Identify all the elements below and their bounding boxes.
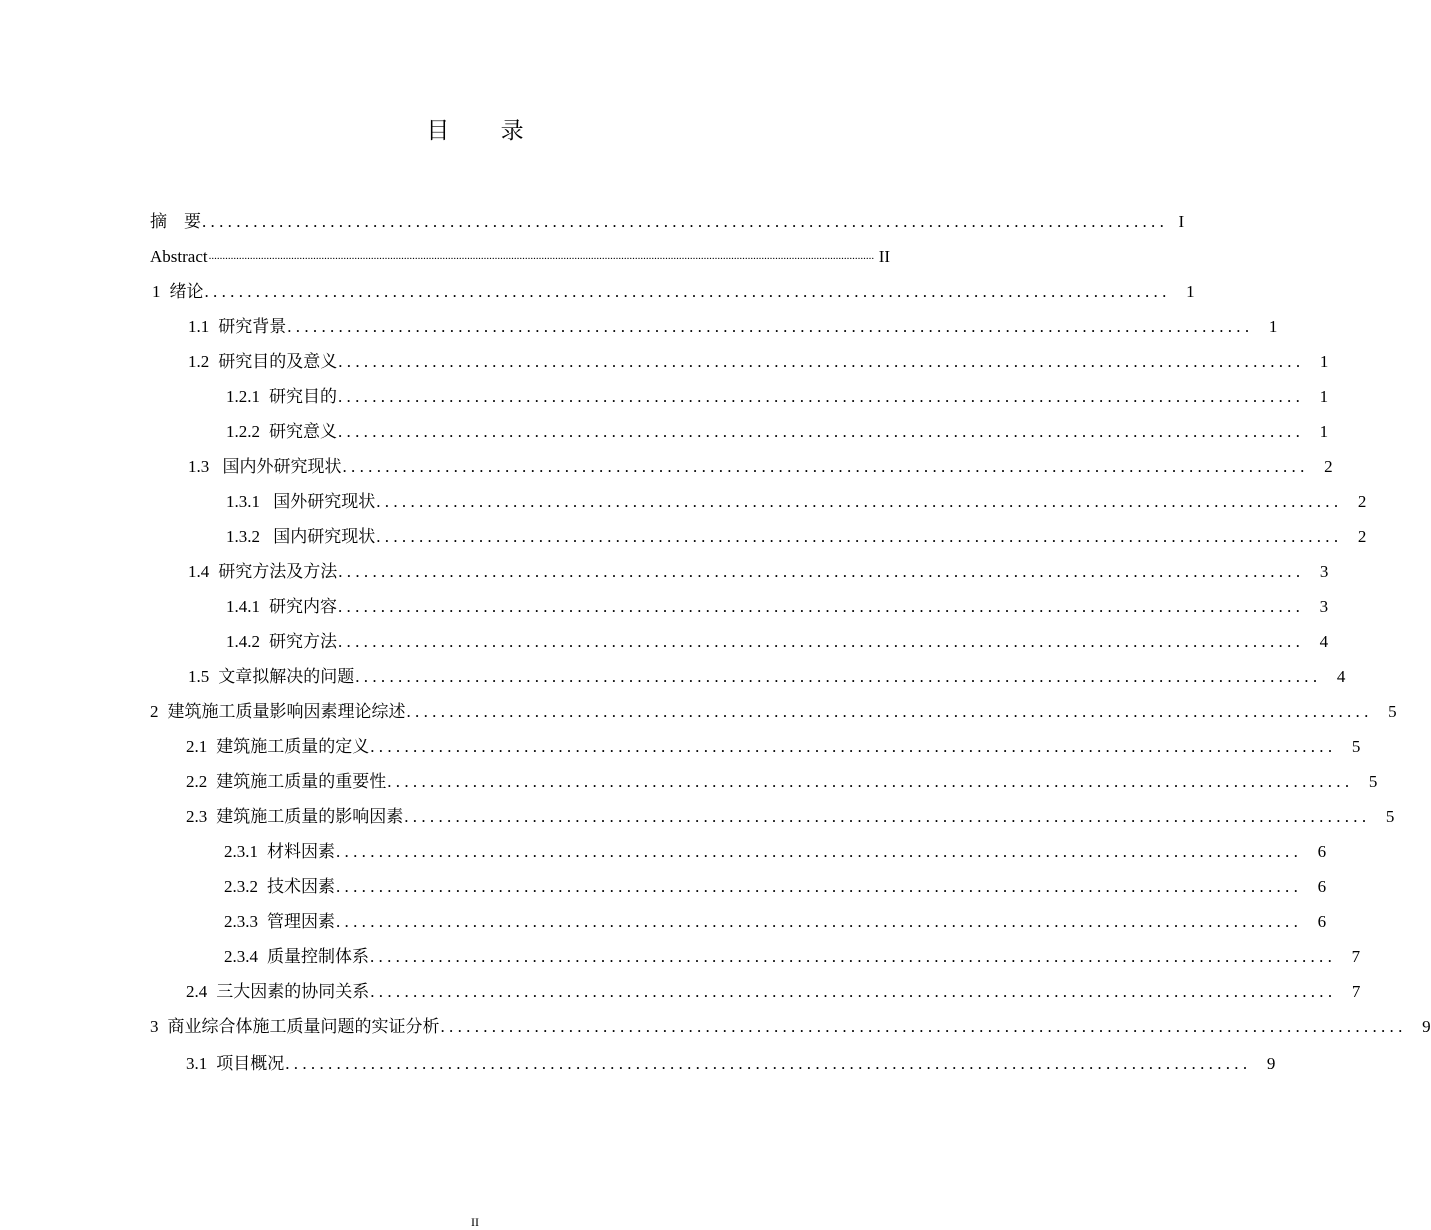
toc-entry-text: 国内外研究现状: [218, 457, 342, 476]
toc-entry-page: 6: [1317, 912, 1327, 931]
toc-entry-page: 1: [1319, 387, 1329, 406]
toc-entry-number: 1.4.2: [226, 632, 260, 651]
toc-entry-page: I: [1178, 212, 1185, 231]
toc-entry-number: 1.2.2: [226, 422, 260, 441]
toc-entry-number: 1.3: [188, 457, 210, 476]
toc-entry-number: 1.2.1: [226, 387, 260, 406]
toc-entry-page: 9: [1422, 1017, 1431, 1036]
toc-leader-dots: .................................................................................................................: [370, 947, 1337, 966]
toc-entry-number: 2.3.2: [224, 877, 258, 896]
toc-entry-page: 5: [1388, 702, 1397, 721]
toc-entry-number: 2.3: [186, 807, 208, 826]
toc-entry-title: [188, 351, 337, 373]
toc-entry-title: [186, 981, 369, 1003]
toc-entry-text: 研究目的: [269, 387, 337, 406]
table-of-contents: [150, 198, 1431, 1075]
toc-entry-page: 7: [1351, 982, 1361, 1001]
toc-leader-dots: .................................................................................................................: [202, 212, 1169, 231]
toc-entry-page: 1: [1268, 317, 1278, 336]
toc-entry-2-3-2[interactable]: [150, 863, 1327, 898]
toc-entry-abstract-en[interactable]: [150, 233, 891, 268]
toc-entry-text: 研究方法及方法: [218, 562, 338, 581]
toc-entry-page: 6: [1317, 877, 1327, 896]
toc-entry-text: 材料因素: [267, 842, 335, 861]
toc-entry-title: [224, 946, 369, 968]
toc-entry-page: 6: [1317, 842, 1327, 861]
toc-entry-page: 1: [1319, 352, 1329, 371]
toc-entry-title: [188, 316, 286, 338]
toc-entry-text: 质量控制体系: [267, 947, 369, 966]
toc-entry-1-3-1[interactable]: [150, 478, 1367, 513]
toc-entry-page: 3: [1319, 562, 1329, 581]
toc-entry-title: [224, 876, 335, 898]
toc-entry-page: 4: [1319, 632, 1329, 651]
toc-leader-dots: .................................................................................................................: [285, 1054, 1252, 1073]
toc-leader-dots: .................................................................................................................: [370, 737, 1337, 756]
toc-entry-page: 5: [1385, 807, 1395, 826]
toc-entry-1-2[interactable]: [150, 338, 1329, 373]
toc-entry-text: 建筑施工质量影响因素理论综述: [167, 702, 406, 721]
toc-leader-dots: .................................................................................................................: [338, 352, 1305, 371]
toc-entry-2-4[interactable]: [150, 968, 1361, 1003]
toc-entry-2-3-1[interactable]: [150, 828, 1327, 863]
toc-entry-title: [226, 491, 375, 513]
toc-entry-page: 2: [1357, 527, 1367, 546]
toc-entry-text: 三大因素的协同关系: [216, 982, 370, 1001]
toc-leader-dots: ..................................................................................................................................................................................................................................................: [208, 250, 875, 262]
toc-entry-title: [226, 631, 337, 653]
toc-entry-title: [150, 281, 204, 303]
toc-entry-title: 摘 要: [150, 212, 201, 231]
toc-leader-dots: .................................................................................................................: [338, 387, 1305, 406]
toc-entry-ch3[interactable]: [150, 1003, 1431, 1038]
toc-entry-text: 商业综合体施工质量问题的实证分析: [167, 1017, 440, 1036]
toc-leader-dots: .................................................................................................................: [355, 667, 1322, 686]
toc-entry-page: 9: [1266, 1054, 1276, 1073]
toc-entry-text: 研究目的及意义: [218, 352, 338, 371]
toc-entry-title: [224, 911, 335, 933]
toc-leader-dots: .................................................................................................................: [440, 1017, 1407, 1036]
toc-entry-page: 5: [1351, 737, 1361, 756]
toc-entry-page: II: [878, 247, 891, 266]
toc-leader-dots: .................................................................................................................: [342, 457, 1309, 476]
page-number-footer: II: [471, 1215, 479, 1229]
toc-entry-ch1[interactable]: [150, 268, 1195, 303]
toc-entry-text: 绪论: [169, 282, 204, 301]
toc-entry-title: [224, 841, 335, 863]
toc-entry-title: [186, 806, 403, 828]
toc-entry-page: 2: [1324, 457, 1333, 476]
toc-entry-number: 1.4.1: [226, 597, 260, 616]
toc-entry-3-1[interactable]: [150, 1038, 1276, 1075]
toc-leader-dots: .................................................................................................................: [336, 877, 1303, 896]
toc-entry-number: 2: [150, 702, 159, 721]
toc-leader-dots: .................................................................................................................: [287, 317, 1254, 336]
toc-entry-title: [188, 561, 337, 583]
toc-entry-text: 建筑施工质量的影响因素: [216, 807, 404, 826]
toc-entry-title: [150, 1016, 440, 1038]
toc-entry-1-3[interactable]: [150, 443, 1333, 478]
toc-entry-2-3-3[interactable]: [150, 898, 1327, 933]
toc-leader-dots: .................................................................................................................: [370, 982, 1337, 1001]
toc-leader-dots: .................................................................................................................: [336, 912, 1303, 931]
toc-entry-text: 研究方法: [269, 632, 337, 651]
toc-entry-text: 建筑施工质量的重要性: [216, 772, 387, 791]
toc-entry-1-1[interactable]: [150, 303, 1278, 338]
toc-entry-1-2-2[interactable]: [150, 408, 1329, 443]
toc-leader-dots: .................................................................................................................: [338, 562, 1305, 581]
toc-entry-text: 国内研究现状: [269, 527, 376, 546]
toc-entry-abstract-cn[interactable]: [150, 198, 1185, 233]
toc-entry-text: 文章拟解决的问题: [218, 667, 355, 686]
toc-entry-1-2-1[interactable]: [150, 373, 1329, 408]
toc-leader-dots: .................................................................................................................: [336, 842, 1303, 861]
toc-leader-dots: .................................................................................................................: [376, 492, 1343, 511]
toc-leader-dots: .................................................................................................................: [376, 527, 1343, 546]
toc-entry-number: 1.3.1: [226, 492, 260, 511]
toc-entry-page: 7: [1351, 947, 1361, 966]
toc-entry-number: 2.2: [186, 772, 208, 791]
toc-entry-text: 建筑施工质量的定义: [216, 737, 370, 756]
toc-entry-2-3[interactable]: [150, 793, 1395, 828]
toc-entry-text: 项目概况: [216, 1054, 285, 1073]
toc-entry-1-3-2[interactable]: [150, 513, 1367, 548]
toc-entry-text: 研究内容: [269, 597, 337, 616]
toc-entry-title: [186, 1053, 284, 1075]
toc-entry-title: Abstract: [150, 247, 208, 266]
toc-entry-title: [226, 596, 337, 618]
toc-entry-number: 1.1: [188, 317, 210, 336]
toc-entry-text: 管理因素: [267, 912, 335, 931]
toc-entry-number: 3.1: [186, 1054, 208, 1073]
toc-leader-dots: .................................................................................................................: [338, 632, 1305, 651]
toc-entry-ch2[interactable]: [150, 688, 1397, 723]
toc-entry-text: 研究背景: [218, 317, 287, 336]
toc-entry-number: 2.1: [186, 737, 208, 756]
toc-entry-text: 技术因素: [267, 877, 335, 896]
toc-entry-2-1[interactable]: [150, 723, 1361, 758]
toc-entry-page: 5: [1368, 772, 1378, 791]
toc-entry-title: [226, 386, 337, 408]
toc-entry-number: 3: [150, 1017, 159, 1036]
toc-entry-title: [226, 421, 337, 443]
toc-entry-1-4-1[interactable]: [150, 583, 1329, 618]
toc-entry-number: 1.5: [188, 667, 210, 686]
toc-entry-title: [226, 526, 375, 548]
toc-entry-2-2[interactable]: [150, 758, 1378, 793]
toc-entry-text: 国外研究现状: [269, 492, 376, 511]
toc-leader-dots: .................................................................................................................: [204, 282, 1171, 301]
toc-leader-dots: .................................................................................................................: [404, 807, 1371, 826]
toc-entry-1-4[interactable]: [150, 548, 1329, 583]
toc-entry-title: [150, 701, 406, 723]
toc-entry-page: 2: [1357, 492, 1367, 511]
toc-entry-1-5[interactable]: [150, 653, 1346, 688]
toc-entry-number: 1.4: [188, 562, 210, 581]
toc-entry-number: 2.4: [186, 982, 208, 1001]
toc-entry-2-3-4[interactable]: [150, 933, 1361, 968]
toc-entry-title: [186, 771, 386, 793]
toc-leader-dots: .................................................................................................................: [406, 702, 1373, 721]
toc-entry-title: [186, 736, 369, 758]
toc-entry-1-4-2[interactable]: [150, 618, 1329, 653]
page-title: 目 录: [426, 118, 546, 144]
toc-entry-page: 4: [1336, 667, 1346, 686]
toc-entry-number: 1.2: [188, 352, 210, 371]
toc-entry-number: 2.3.1: [224, 842, 258, 861]
toc-entry-number: 2.3.4: [224, 947, 258, 966]
toc-entry-page: 3: [1319, 597, 1329, 616]
toc-entry-page: 1: [1186, 282, 1195, 301]
toc-entry-page: 1: [1319, 422, 1329, 441]
toc-leader-dots: .................................................................................................................: [387, 772, 1354, 791]
toc-entry-number: 1.3.2: [226, 527, 260, 546]
toc-leader-dots: .................................................................................................................: [338, 597, 1305, 616]
toc-entry-number: 1: [152, 282, 161, 301]
toc-entry-title: [188, 456, 342, 478]
toc-leader-dots: .................................................................................................................: [338, 422, 1305, 441]
toc-entry-number: 2.3.3: [224, 912, 258, 931]
toc-entry-title: [188, 666, 354, 688]
toc-entry-text: 研究意义: [269, 422, 337, 441]
